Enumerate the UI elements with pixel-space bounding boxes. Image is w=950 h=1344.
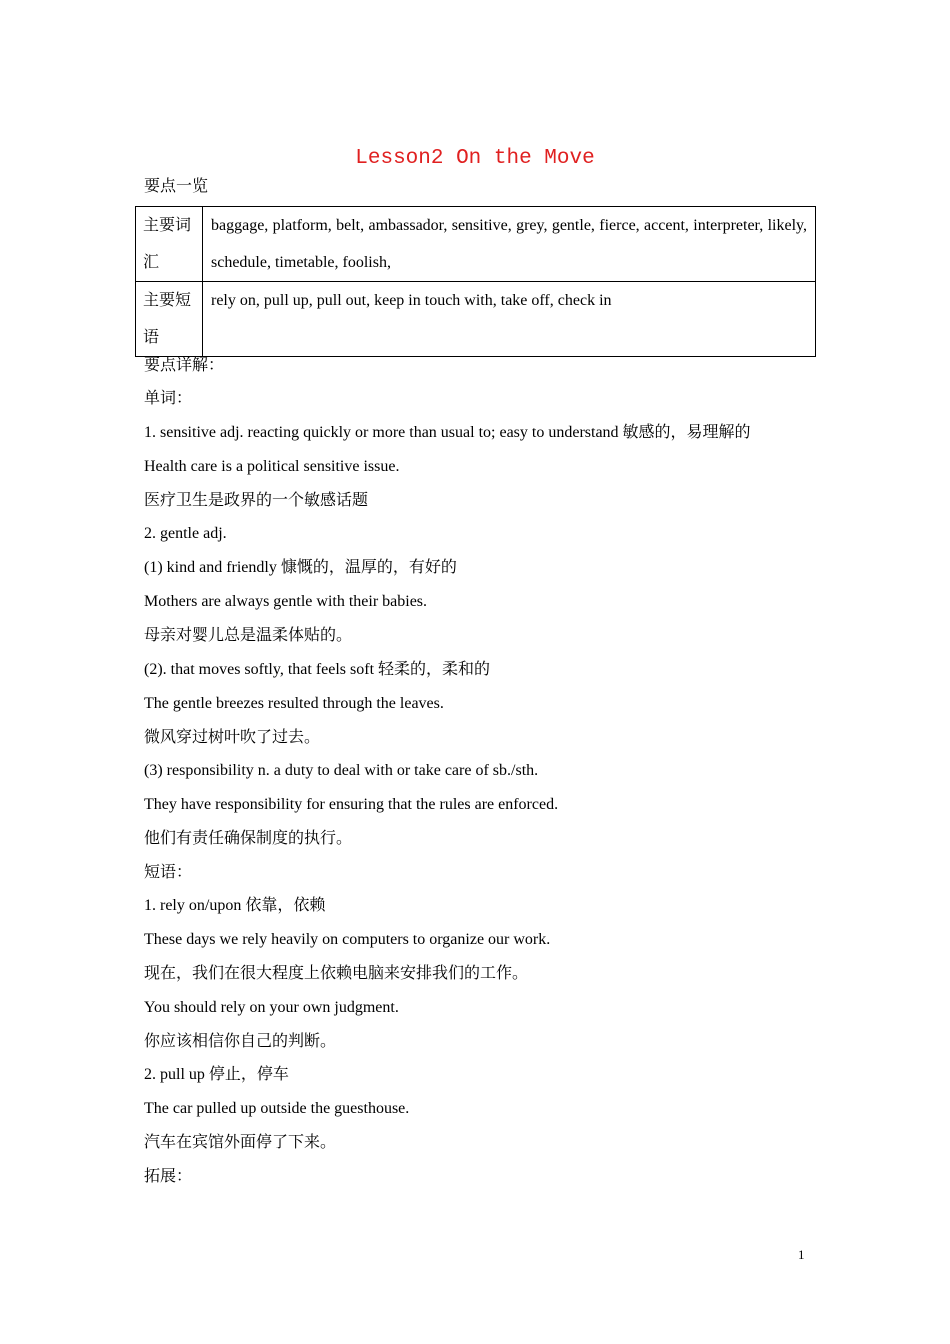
body-line: 你应该相信你自己的判断。 <box>144 1033 337 1050</box>
body-line: The gentle breezes resulted through the leaves. <box>144 695 444 712</box>
phrase-label-cell: 主要短语 <box>136 282 203 357</box>
overview-heading: 要点一览 <box>144 178 209 195</box>
body-line: 他们有责任确保制度的执行。 <box>144 830 353 847</box>
page-number: 1 <box>798 1247 805 1262</box>
body-line: They have responsibility for ensuring that the rules are enforced. <box>144 796 559 813</box>
body-line: 拓展： <box>144 1168 193 1185</box>
body-line: The car pulled up outside the guesthouse. <box>144 1100 410 1117</box>
body-line: Mothers are always gentle with their babies. <box>144 593 428 610</box>
body-line: 要点详解： <box>144 357 225 374</box>
body-line: 1. rely on/upon 依靠，依赖 <box>144 897 326 914</box>
body-line: 2. pull up 停止，停车 <box>144 1066 289 1083</box>
summary-table <box>135 206 816 357</box>
body-line: (2). that moves softly, that feels soft 轻柔的，柔和的 <box>144 661 491 678</box>
phrase-text-cell: rely on, pull up, pull out, keep in touch with, take off, check in <box>203 282 816 357</box>
table-row <box>136 207 816 282</box>
body-line: Health care is a political sensitive issue. <box>144 458 400 475</box>
body-line: 单词： <box>144 390 193 407</box>
body-line: These days we rely heavily on computers to organize our work. <box>144 931 551 948</box>
body-line: (3) responsibility n. a duty to deal with or take care of sb./sth. <box>144 762 539 779</box>
body-line: 医疗卫生是政界的一个敏感话题 <box>144 492 369 509</box>
body-line: 汽车在宾馆外面停了下来。 <box>144 1134 337 1151</box>
body-line: 2. gentle adj. <box>144 525 227 542</box>
body-line: 母亲对婴儿总是温柔体贴的。 <box>144 627 353 644</box>
body-line: 1. sensitive adj. reacting quickly or more than usual to; easy to understand 敏感的，易理解的 <box>144 424 751 441</box>
body-line: 现在，我们在很大程度上依赖电脑来安排我们的工作。 <box>144 965 529 982</box>
body-line: (1) kind and friendly 慷慨的，温厚的，有好的 <box>144 559 457 576</box>
document-title: Lesson2 On the Move <box>355 147 595 170</box>
body-line: 短语： <box>144 864 193 881</box>
table-row <box>136 282 816 357</box>
vocab-label-cell: 主要词汇 <box>136 207 203 282</box>
body-line: You should rely on your own judgment. <box>144 999 399 1016</box>
vocab-text-cell: baggage, platform, belt, ambassador, sensitive, grey, gentle, fierce, accent, interpreter, likely, schedule, timetable, foolish, <box>203 207 816 282</box>
body-line: 微风穿过树叶吹了过去。 <box>144 729 321 746</box>
